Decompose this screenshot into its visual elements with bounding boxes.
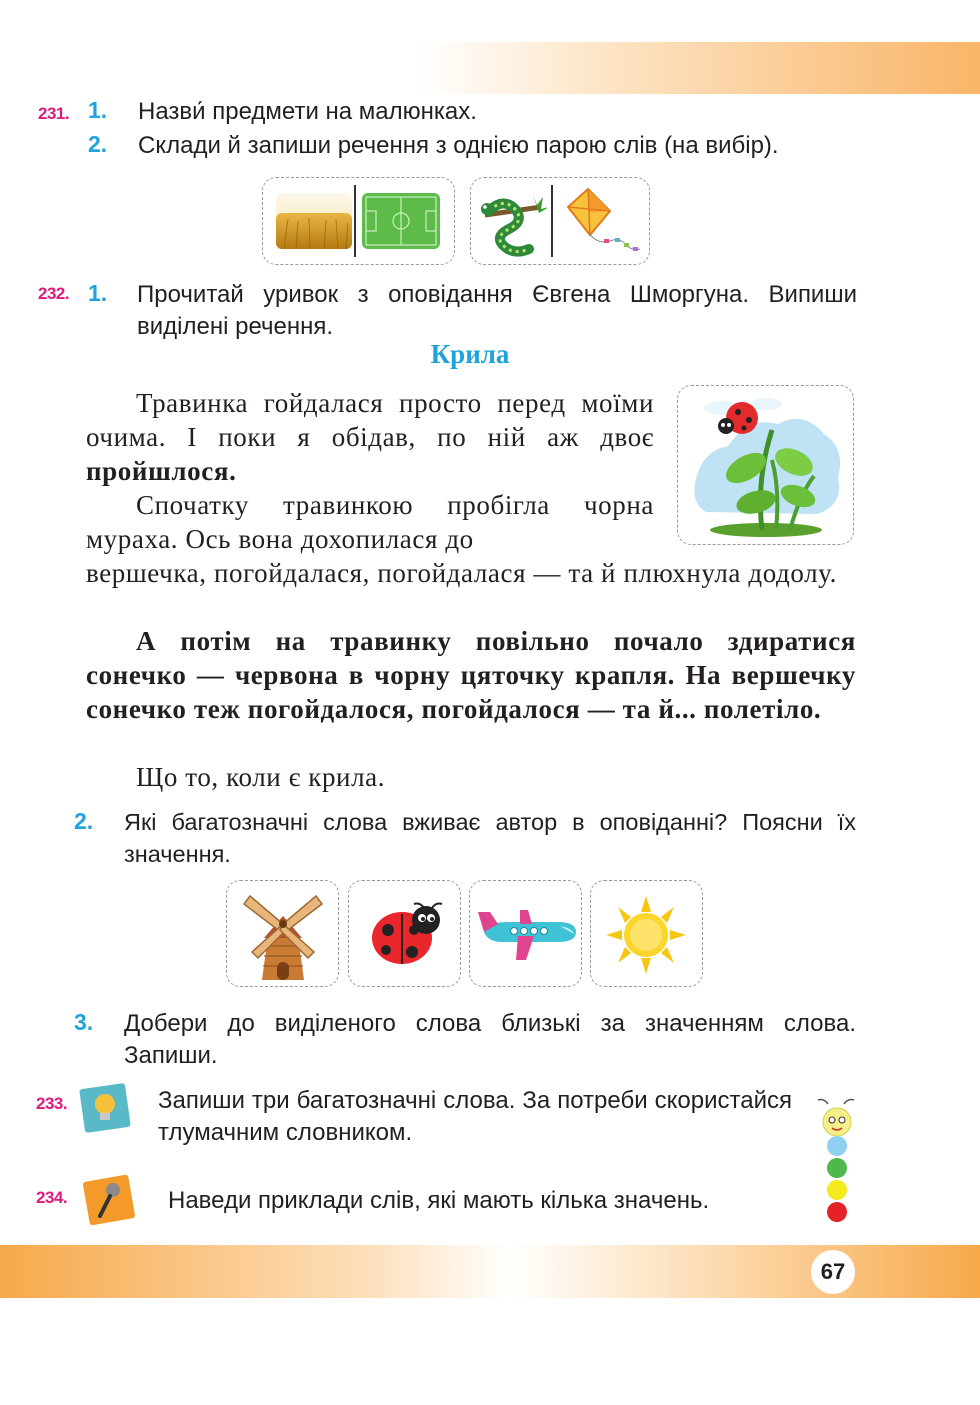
- lightbulb-icon: [76, 1080, 134, 1136]
- ladybug-on-grass-picture: [686, 392, 846, 538]
- task-text: Назви́ предмети на малюнках.: [138, 98, 477, 125]
- story-paragraph-3: [86, 624, 856, 726]
- airplane-picture: [474, 906, 578, 964]
- top-decor-band: [420, 42, 980, 94]
- task-number: 3.: [74, 1009, 94, 1035]
- story-title: Крила: [430, 339, 510, 369]
- task-number: 1.: [88, 280, 108, 306]
- exercise-number-232: 232.: [38, 284, 70, 303]
- task-number: 1.: [88, 97, 108, 123]
- kite-picture: [560, 185, 646, 259]
- ladybug-picture: [366, 900, 444, 970]
- windmill-picture: [240, 886, 326, 982]
- microphone-icon: [80, 1172, 140, 1228]
- divider: [551, 185, 553, 257]
- story-paragraph-2b: вершечка, погойдалася, погойдалася — та й плюхнула додолу.: [86, 558, 837, 588]
- task-text: Які багатозначні слова вживає автор в оповіданні? Поясни їх значення.: [124, 809, 856, 867]
- sun-picture: [604, 894, 688, 976]
- story-text: Що то, коли є крила.: [136, 762, 386, 792]
- exercise-number-231: 231.: [38, 104, 70, 123]
- task-number: 2.: [74, 808, 94, 834]
- task-text: Запиши три багатозначні слова. За потреби скористайся тлумачним словником.: [158, 1087, 792, 1146]
- divider: [354, 185, 356, 257]
- page-number: 67: [811, 1250, 855, 1294]
- caterpillar-level-marker: [812, 1098, 862, 1228]
- task-text: Склади й запиши речення з однією парою слів (на вибір).: [138, 132, 779, 159]
- task-number: 2.: [88, 131, 108, 157]
- exercise-number-233: 233.: [36, 1094, 68, 1113]
- football-field-picture: [362, 193, 440, 249]
- wheat-field-picture: [276, 193, 352, 249]
- story-text: Травинка гойдалася просто перед моїми очима. І поки я обідав, по ній аж двоє: [86, 388, 654, 452]
- snake-picture: [475, 185, 547, 257]
- task-text: Наведи приклади слів, які мають кілька значень.: [168, 1187, 710, 1214]
- story-paragraph-2a: Спочатку травинкою пробігла чорна мураха. Ось вона дохопилася до: [86, 490, 654, 554]
- task-text: Прочитай уривок з оповідання Євгена Шморгуна. Випиши виділені речення.: [137, 281, 857, 340]
- highlighted-word: пройшлося.: [86, 456, 237, 486]
- exercise-number-234: 234.: [36, 1188, 68, 1207]
- story-paragraph-4: [86, 760, 856, 794]
- highlighted-sentences: А потім на травинку повільно почало здиратися сонечко — червона в чорну цяточку крапля. На вершечку сонечко теж погойдалося, погойдалося — та й... полетіло.: [86, 626, 856, 724]
- task-text: Добери до виділеного слова близькі за значенням слова. Запиши.: [124, 1010, 856, 1069]
- story-paragraph-1: [86, 386, 654, 488]
